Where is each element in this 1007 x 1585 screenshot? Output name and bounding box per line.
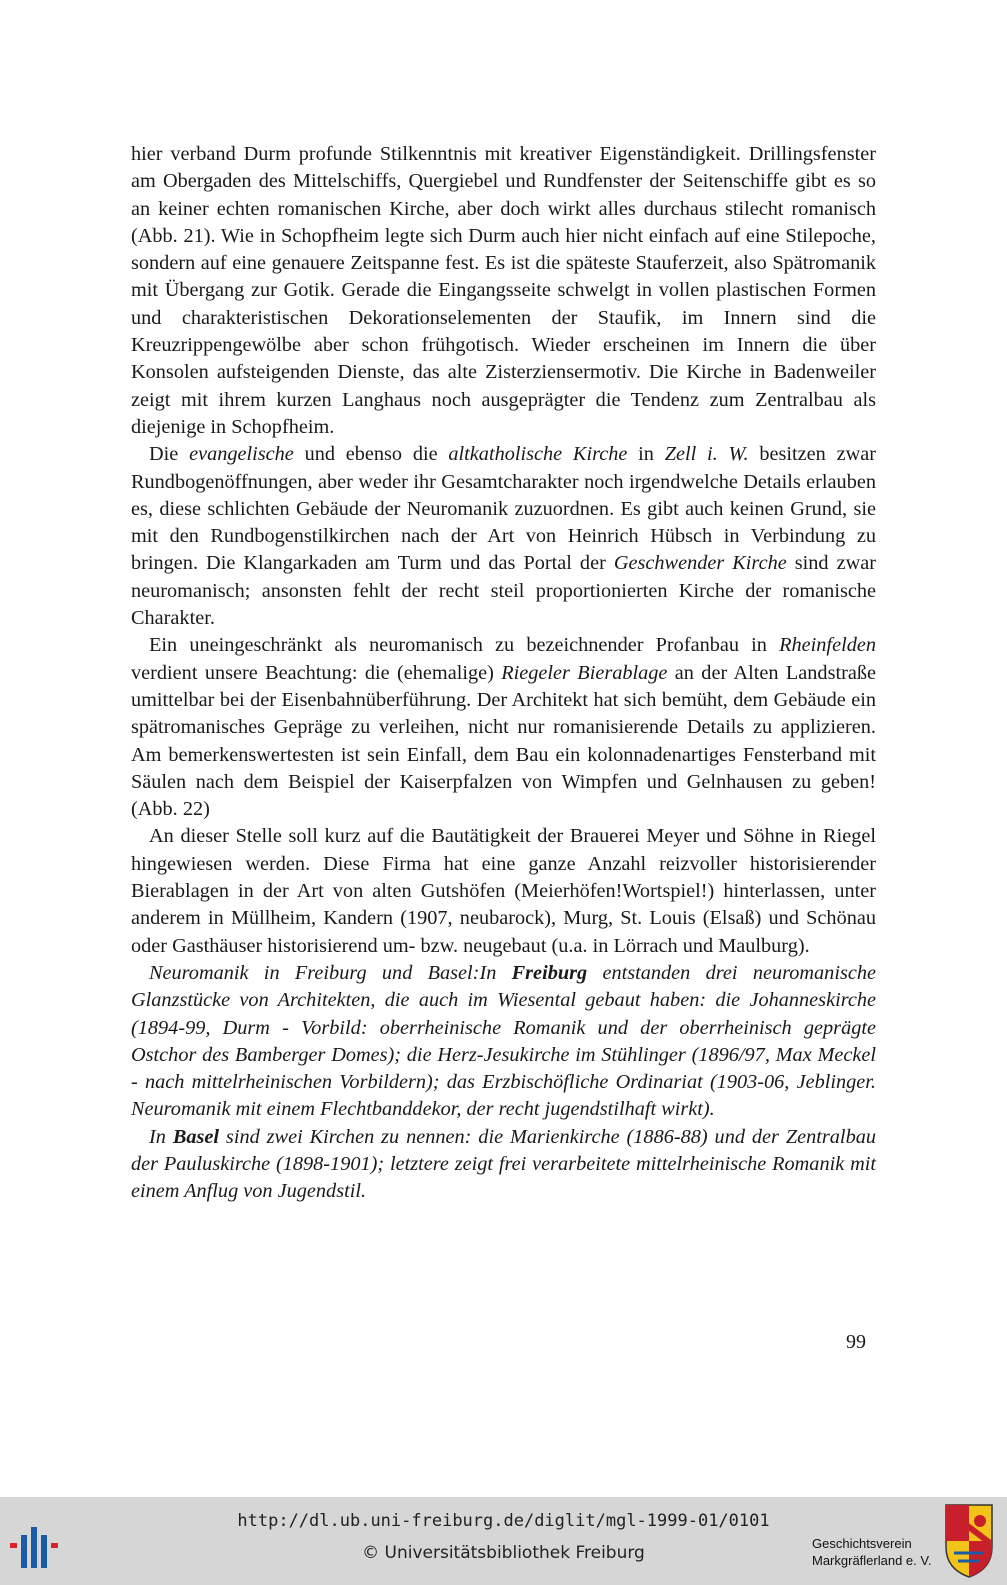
body-text: [131, 141, 876, 1206]
text-run: Neuromanik in Freiburg und Basel:In: [149, 961, 512, 984]
text-run: Freiburg: [511, 961, 588, 984]
paragraph-3: [131, 632, 876, 823]
text-run: sind zwar neuromanisch; ansonsten fehlt der recht steil proportionierten Kirche der romanische Charakter.: [131, 552, 877, 630]
paragraph-1: [131, 141, 876, 441]
permalink-url[interactable]: http://dl.ub.uni-freiburg.de/diglit/mgl-1999-01/0101: [237, 1511, 770, 1531]
text-run: und ebenso die: [293, 443, 449, 466]
text-run: Ein uneingeschränkt als neuromanisch zu bezeichnender Profanbau in: [149, 634, 780, 657]
text-run: Die: [149, 443, 190, 466]
paragraph-6: [131, 1124, 876, 1206]
text-run: verdient unsere Beachtung: die (ehemalige): [131, 661, 502, 684]
copyright-notice: © Universitätsbibliothek Freiburg: [362, 1543, 645, 1563]
text-run: evangelische: [189, 443, 294, 466]
paragraph-2: [131, 441, 876, 632]
society-name-line-1: Geschichtsverein: [812, 1536, 912, 1551]
text-run: besitzen zwar Rundbogenöffnungen, aber weder ihr Gesamtcharakter noch irgendwelche Details erlauben es, diese schlichten Gebäude der Neuromanik zuzuordnen. Es gibt auch keinen Grund, sie mit den Rundbogenstilkirchen nach der Art von Heinrich Hübsch in Verbindung zu bringen. Die Klangarkaden am Turm und das Portal der: [131, 443, 876, 575]
text-run: altkatholische Kirche: [448, 443, 628, 466]
text-run: entstanden drei neuromanische Glanzstücke von Architekten, die auch im Wiesental gebaut haben: die Johanneskirche (1894-99, Durm - Vorbild: oberrheinische Romanik und der oberrheinisch geprägte Ostchor des Bamberger Domes); die Herz-Jesukirche im Stühlinger (1896/97, Max Meckel - nach mittelrheinischen Vorbildern); das Erzbischöfliche Ordinariat (1903-06, Jeblinger. Neuromanik mit einem Flechtbanddekor, der recht jugendstilhaft wirkt).: [131, 961, 876, 1121]
society-coat-of-arms-icon: [944, 1503, 994, 1579]
text-run: an der Alten Landstraße umittelbar bei der Eisenbahnüberführung. Der Architekt hat sich bemüht, dem Gebäude ein spätromanisches Gepräge zu verleihen, nicht nur romanisierende Details zu applizieren. Am bemerkenswertesten ist sein Einfall, dem Bau ein kolonnadenartiges Fensterband mit Säulen nach dem Beispiel der Kaiserpfalzen von Wimpfen und Gelnhausen zu geben! (Abb. 22): [131, 661, 876, 821]
text-run: in: [627, 443, 665, 466]
society-name: [812, 1535, 931, 1569]
text-run: An dieser Stelle soll kurz auf die Bautätigkeit der Brauerei Meyer und Söhne in Riegel hingewiesen werden. Diese Firma hat eine ganze Anzahl reizvoller historisierender Bierablagen in der Art von alten Gutshöfen (Meierhöfen!Wortspiel!) hinterlassen, unter anderem in Müllheim, Kandern (1907, neubarock), Murg, St. Louis (Elsaß) und Schönau oder Gasthäuser historisierend um- bzw. neugebaut (u.a. in Lörrach und Maulburg).: [131, 825, 876, 957]
text-run: Geschwender Kirche: [613, 552, 787, 575]
text-run: Basel: [172, 1125, 220, 1148]
text-run: sind zwei Kirchen zu nennen: die Marienkirche (1886-88) und der Zentralbau der Pauluskirche (1898-1901); letztere zeigt frei verarbeitete mittelrheinische Romanik mit einem Anflug von Jugendstil.: [131, 1125, 876, 1203]
text-run: Rheinfelden: [779, 634, 876, 657]
text-run: In: [149, 1125, 173, 1148]
page-number: 99: [846, 1331, 866, 1353]
society-name-line-2: Markgräflerland e. V.: [812, 1553, 932, 1568]
text-run: hier verband Durm profunde Stilkenntnis mit kreativer Eigenständigkeit. Drillingsfenster am Obergaden des Mittelschiffs, Quergiebel und Rundfenster der Seitenschiffe gibt es so an keiner echten romanischen Kirche, aber doch wirkt alles durchaus stilecht romanisch (Abb. 21). Wie in Schopfheim legte sich Durm auch hier nicht einfach auf eine Stilepoche, sondern auf eine genauere Zeitspanne fest. Es ist die späteste Stauferzeit, also Spätromanik mit Übergang zur Gotik. Gerade die Eingangsseite schwelgt in vollen plastischen Formen und charakteristischen Dekorationselementen der Staufik, im Innern sind die Kreuzrippengewölbe aber schon frühgotisch. Wieder erscheinen im Innern die über Konsolen aufsteigenden Dienste, das alte Zisterziensermotiv. Die Kirche in Badenweiler zeigt mit ihrem kurzen Langhaus noch ausgeprägter die Tendenz zum Zentralbau als diejenige in Schopfheim.: [131, 143, 876, 438]
footer-bar: [0, 1497, 1007, 1585]
text-run: Zell i. W.: [664, 443, 749, 466]
text-run: Riegeler Bierablage: [501, 661, 668, 684]
paragraph-4: [131, 823, 876, 959]
paragraph-5: [131, 960, 876, 1124]
